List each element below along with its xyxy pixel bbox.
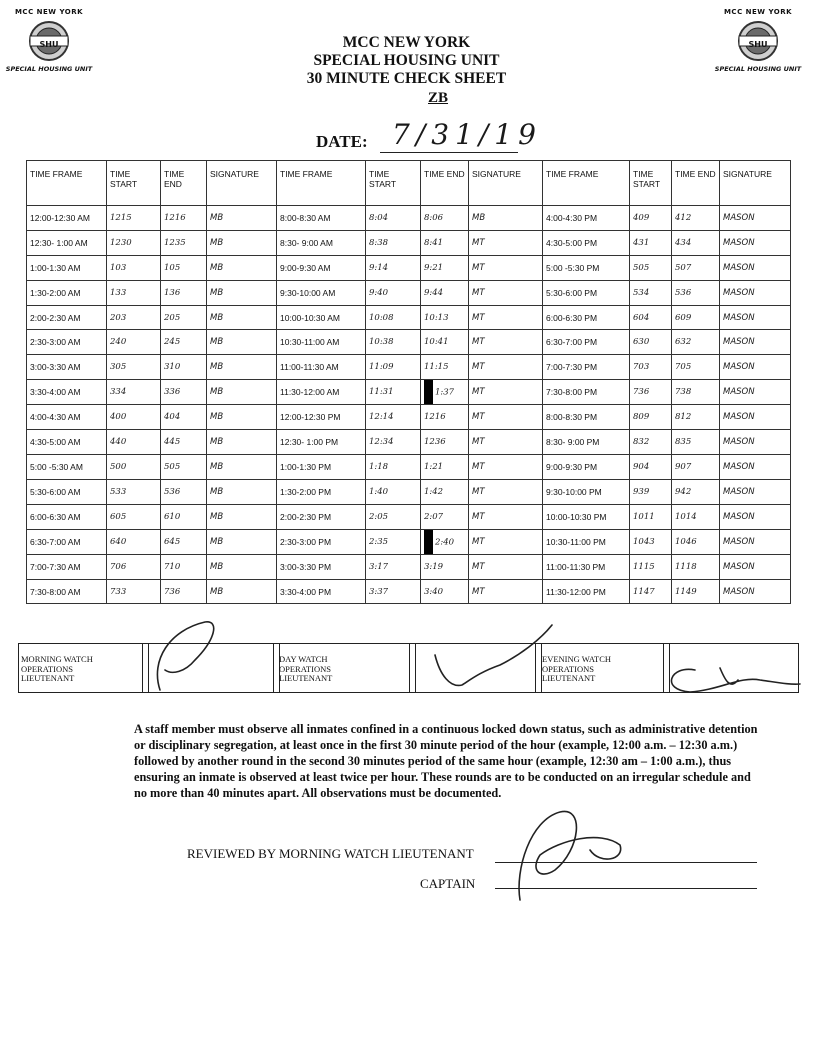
time-end-cell: 136: [161, 280, 207, 305]
time-start-cell: 3:17: [366, 554, 421, 579]
time-frame-cell: 5:30-6:00 PM: [543, 280, 630, 305]
time-end-cell: 3:19: [421, 554, 469, 579]
signature-cell: MB: [207, 230, 277, 255]
signature-cell: MASON: [720, 380, 791, 405]
table-row: [27, 479, 791, 504]
signature-cell: MB: [207, 504, 277, 529]
signature-cell: MT: [469, 554, 543, 579]
table-row: [27, 355, 791, 380]
time-end-cell: 705: [672, 355, 720, 380]
column-header: TIME START: [630, 161, 672, 206]
time-end-cell: 11:15: [421, 355, 469, 380]
time-start-cell: 736: [630, 380, 672, 405]
signature-cell: MASON: [720, 355, 791, 380]
reviewed-label: REVIEWED BY MORNING WATCH LIEUTENANT: [187, 846, 474, 861]
signature-cell: MT: [469, 330, 543, 355]
time-frame-cell: 3:00-3:30 AM: [27, 355, 107, 380]
time-start-cell: 1:18: [366, 455, 421, 480]
time-start-cell: 334: [107, 380, 161, 405]
time-frame-cell: 6:00-6:30 PM: [543, 305, 630, 330]
time-frame-cell: 6:00-6:30 AM: [27, 504, 107, 529]
time-start-cell: 11:31: [366, 380, 421, 405]
time-end-cell: 812: [672, 405, 720, 430]
time-start-cell: 706: [107, 554, 161, 579]
column-header: TIME END: [161, 161, 207, 206]
time-start-cell: 203: [107, 305, 161, 330]
signature-cell: MASON: [720, 255, 791, 280]
reviewed-signature-line: [495, 862, 757, 863]
time-end-cell: 1216: [421, 405, 469, 430]
table-row: [27, 380, 791, 405]
time-end-cell: 3:40: [421, 579, 469, 604]
signature-cell: MASON: [720, 529, 791, 554]
signature-cell: MT: [469, 305, 543, 330]
time-frame-cell: 11:00-11:30 PM: [543, 554, 630, 579]
signature-cell: MB: [207, 280, 277, 305]
time-start-cell: 11:09: [366, 355, 421, 380]
column-header: TIME END: [421, 161, 469, 206]
policy-paragraph: A staff member must observe all inmates confined in a continuous locked down status, such as administrative detention or disciplinary segregation, at least once in the first 30 minute period of the hour (example, 12:00 a.m. – 12:30 a.m.) followed by another round in the second 30 minutes period of the same hour (example, 12:30 am – 1:00 a.m.), thus ensuring an inmate is observed at least twice per hour. These rounds are to be conducted on an irregular schedule and no more than 40 minutes apart. All observations must be documented.: [134, 722, 758, 800]
time-frame-cell: 6:30-7:00 PM: [543, 330, 630, 355]
time-start-cell: 640: [107, 529, 161, 554]
time-start-cell: 1230: [107, 230, 161, 255]
time-end-cell: 336: [161, 380, 207, 405]
time-end-cell: 736: [161, 579, 207, 604]
time-start-cell: 505: [630, 255, 672, 280]
time-frame-cell: 9:30-10:00 AM: [277, 280, 366, 305]
time-start-cell: 133: [107, 280, 161, 305]
signature-cell: MT: [469, 455, 543, 480]
time-start-cell: 1115: [630, 554, 672, 579]
time-end-cell: 835: [672, 430, 720, 455]
time-start-cell: 305: [107, 355, 161, 380]
time-start-cell: 440: [107, 430, 161, 455]
table-row: [27, 529, 791, 554]
logo-left: MCC NEW YORK SPECIAL HOUSING UNIT: [5, 8, 93, 73]
redaction-mark: [424, 380, 433, 404]
time-end-cell: 10:13: [421, 305, 469, 330]
time-frame-cell: 3:30-4:00 AM: [27, 380, 107, 405]
date-underline: [380, 152, 518, 153]
signature-cell: MT: [469, 405, 543, 430]
time-end-cell: 1:37: [421, 380, 469, 405]
time-frame-cell: 8:00-8:30 PM: [543, 405, 630, 430]
time-frame-cell: 8:30- 9:00 PM: [543, 430, 630, 455]
time-start-cell: 10:38: [366, 330, 421, 355]
time-frame-cell: 2:30-3:00 AM: [27, 330, 107, 355]
column-header: TIME START: [107, 161, 161, 206]
table-row: [27, 455, 791, 480]
time-frame-cell: 3:00-3:30 PM: [277, 554, 366, 579]
unit-code: ZB: [428, 90, 449, 106]
time-frame-cell: 7:00-7:30 PM: [543, 355, 630, 380]
time-end-cell: 738: [672, 380, 720, 405]
logo-right: MCC NEW YORK SPECIAL HOUSING UNIT: [714, 8, 802, 73]
time-frame-cell: 1:00-1:30 AM: [27, 255, 107, 280]
time-start-cell: 409: [630, 206, 672, 231]
time-start-cell: 103: [107, 255, 161, 280]
time-frame-cell: 4:30-5:00 AM: [27, 430, 107, 455]
signature-cell: MASON: [720, 230, 791, 255]
time-start-cell: 939: [630, 479, 672, 504]
time-end-cell: 10:41: [421, 330, 469, 355]
time-end-cell: 507: [672, 255, 720, 280]
time-frame-cell: 2:00-2:30 PM: [277, 504, 366, 529]
time-frame-cell: 3:30-4:00 PM: [277, 579, 366, 604]
signature-cell: MB: [207, 255, 277, 280]
signature-cell: MASON: [720, 430, 791, 455]
time-end-cell: 1:21: [421, 455, 469, 480]
table-row: [27, 206, 791, 231]
time-end-cell: 412: [672, 206, 720, 231]
time-start-cell: 12:14: [366, 405, 421, 430]
time-frame-cell: 11:00-11:30 AM: [277, 355, 366, 380]
time-end-cell: 1046: [672, 529, 720, 554]
badge-label-right: SHU: [748, 40, 768, 49]
time-frame-cell: 12:00-12:30 AM: [27, 206, 107, 231]
header-line-2: SPECIAL HOUSING UNIT: [313, 52, 500, 69]
time-frame-cell: 7:30-8:00 AM: [27, 579, 107, 604]
time-start-cell: 832: [630, 430, 672, 455]
time-start-cell: 2:05: [366, 504, 421, 529]
time-frame-cell: 5:30-6:00 AM: [27, 479, 107, 504]
signature-cell: MB: [207, 330, 277, 355]
table-row: [27, 255, 791, 280]
time-start-cell: 1043: [630, 529, 672, 554]
table-body: [27, 206, 791, 604]
signature-cell: MT: [469, 430, 543, 455]
time-end-cell: 609: [672, 305, 720, 330]
time-end-cell: 1236: [421, 430, 469, 455]
signature-cell: MB: [207, 554, 277, 579]
time-end-cell: 710: [161, 554, 207, 579]
table-row: [27, 280, 791, 305]
signature-cell: MASON: [720, 405, 791, 430]
signature-cell: MT: [469, 230, 543, 255]
time-end-cell: 445: [161, 430, 207, 455]
signature-cell: MB: [207, 380, 277, 405]
table-row: [27, 230, 791, 255]
time-end-cell: 8:41: [421, 230, 469, 255]
signature-cell: MASON: [720, 206, 791, 231]
time-end-cell: 1118: [672, 554, 720, 579]
time-start-cell: 9:40: [366, 280, 421, 305]
time-start-cell: 240: [107, 330, 161, 355]
signature-cell: MASON: [720, 455, 791, 480]
time-end-cell: 645: [161, 529, 207, 554]
check-table: [26, 160, 791, 604]
signature-cell: MB: [207, 405, 277, 430]
time-frame-cell: 12:30- 1:00 AM: [27, 230, 107, 255]
signature-cell: MASON: [720, 330, 791, 355]
signature-cell: MB: [207, 455, 277, 480]
time-start-cell: 9:14: [366, 255, 421, 280]
signature-cell: MT: [469, 479, 543, 504]
time-frame-cell: 7:30-8:00 PM: [543, 380, 630, 405]
time-end-cell: 205: [161, 305, 207, 330]
time-frame-cell: 8:00-8:30 AM: [277, 206, 366, 231]
signature-cell: MASON: [720, 554, 791, 579]
signature-cell: MB: [469, 206, 543, 231]
signature-cell: MT: [469, 280, 543, 305]
table-row: [27, 430, 791, 455]
time-start-cell: 500: [107, 455, 161, 480]
time-end-cell: 8:06: [421, 206, 469, 231]
column-header: SIGNATURE: [469, 161, 543, 206]
signature-cell: MB: [207, 579, 277, 604]
captain-label: CAPTAIN: [420, 876, 476, 891]
captain-signature-line: [495, 888, 757, 889]
signature-cell: MT: [469, 355, 543, 380]
time-frame-cell: 11:30-12:00 AM: [277, 380, 366, 405]
signature-cell: MASON: [720, 280, 791, 305]
time-start-cell: 1215: [107, 206, 161, 231]
time-start-cell: 10:08: [366, 305, 421, 330]
time-start-cell: 605: [107, 504, 161, 529]
time-end-cell: 1216: [161, 206, 207, 231]
time-end-cell: 536: [161, 479, 207, 504]
time-end-cell: 632: [672, 330, 720, 355]
time-frame-cell: 5:00 -5:30 AM: [27, 455, 107, 480]
time-frame-cell: 10:30-11:00 PM: [543, 529, 630, 554]
date-value: 7/31/19: [392, 118, 542, 151]
time-start-cell: 431: [630, 230, 672, 255]
column-header: TIME END: [672, 161, 720, 206]
time-end-cell: 536: [672, 280, 720, 305]
time-frame-cell: 4:30-5:00 PM: [543, 230, 630, 255]
signature-cell: MT: [469, 504, 543, 529]
time-end-cell: 1235: [161, 230, 207, 255]
time-frame-cell: 2:30-3:00 PM: [277, 529, 366, 554]
time-start-cell: 809: [630, 405, 672, 430]
column-header: TIME FRAME: [543, 161, 630, 206]
time-frame-cell: 10:00-10:30 PM: [543, 504, 630, 529]
table-row: [27, 579, 791, 604]
time-start-cell: 1011: [630, 504, 672, 529]
signature-cell: MB: [207, 430, 277, 455]
time-start-cell: 703: [630, 355, 672, 380]
table-row: [27, 405, 791, 430]
table-row: [27, 330, 791, 355]
column-header: SIGNATURE: [720, 161, 791, 206]
time-frame-cell: 1:30-2:00 AM: [27, 280, 107, 305]
time-frame-cell: 9:00-9:30 AM: [277, 255, 366, 280]
time-frame-cell: 1:30-2:00 PM: [277, 479, 366, 504]
time-frame-cell: 4:00-4:30 PM: [543, 206, 630, 231]
time-frame-cell: 4:00-4:30 AM: [27, 405, 107, 430]
time-frame-cell: 10:00-10:30 AM: [277, 305, 366, 330]
column-header: TIME FRAME: [27, 161, 107, 206]
time-start-cell: 630: [630, 330, 672, 355]
day-watch-label: DAY WATCH OPERATIONS LIEUTENANT: [279, 654, 333, 683]
table-row: [27, 504, 791, 529]
time-start-cell: 12:34: [366, 430, 421, 455]
badge-label-left: SHU: [39, 40, 59, 49]
time-end-cell: 105: [161, 255, 207, 280]
time-start-cell: 533: [107, 479, 161, 504]
time-end-cell: 434: [672, 230, 720, 255]
header-line-1: MCC NEW YORK: [342, 34, 471, 51]
signature-cell: MB: [207, 479, 277, 504]
time-frame-cell: 5:00 -5:30 PM: [543, 255, 630, 280]
signature-cell: MASON: [720, 579, 791, 604]
time-start-cell: 534: [630, 280, 672, 305]
divider: [142, 644, 149, 692]
table-row: [27, 305, 791, 330]
time-frame-cell: 2:00-2:30 AM: [27, 305, 107, 330]
signature-cell: MASON: [720, 504, 791, 529]
time-frame-cell: 9:00-9:30 PM: [543, 455, 630, 480]
time-frame-cell: 7:00-7:30 AM: [27, 554, 107, 579]
time-end-cell: 404: [161, 405, 207, 430]
signature-cell: MT: [469, 380, 543, 405]
column-header: TIME FRAME: [277, 161, 366, 206]
header-line-3: 30 MINUTE CHECK SHEET: [306, 70, 507, 87]
signature-cell: MT: [469, 529, 543, 554]
time-start-cell: 904: [630, 455, 672, 480]
time-start-cell: 1:40: [366, 479, 421, 504]
time-end-cell: 942: [672, 479, 720, 504]
time-frame-cell: 1:00-1:30 PM: [277, 455, 366, 480]
time-end-cell: 505: [161, 455, 207, 480]
time-end-cell: 9:44: [421, 280, 469, 305]
table-row: [27, 554, 791, 579]
signature-cell: MB: [207, 305, 277, 330]
time-frame-cell: 12:00-12:30 PM: [277, 405, 366, 430]
time-end-cell: 1:42: [421, 479, 469, 504]
time-end-cell: 245: [161, 330, 207, 355]
time-frame-cell: 9:30-10:00 PM: [543, 479, 630, 504]
captain-signature: [519, 811, 621, 900]
time-frame-cell: 12:30- 1:00 PM: [277, 430, 366, 455]
signature-cell: MT: [469, 255, 543, 280]
watch-signature-box: [18, 643, 799, 693]
time-end-cell: 2:40: [421, 529, 469, 554]
time-end-cell: 9:21: [421, 255, 469, 280]
morning-watch-label: MORNING WATCH OPERATIONS LIEUTENANT: [21, 654, 93, 683]
divider: [663, 644, 670, 692]
time-start-cell: 2:35: [366, 529, 421, 554]
signature-cell: MB: [207, 529, 277, 554]
evening-watch-label: EVENING WATCH OPERATIONS LIEUTENANT: [542, 654, 612, 683]
time-start-cell: 604: [630, 305, 672, 330]
signature-cell: MB: [207, 206, 277, 231]
time-frame-cell: 11:30-12:00 PM: [543, 579, 630, 604]
time-start-cell: 8:04: [366, 206, 421, 231]
divider: [409, 644, 416, 692]
time-frame-cell: 6:30-7:00 AM: [27, 529, 107, 554]
table-header-row: [27, 161, 791, 206]
date-label: DATE:: [316, 132, 368, 151]
signature-cell: MASON: [720, 479, 791, 504]
column-header: TIME START: [366, 161, 421, 206]
time-end-cell: 1149: [672, 579, 720, 604]
signature-cell: MB: [207, 355, 277, 380]
signature-cell: MT: [469, 579, 543, 604]
time-start-cell: 3:37: [366, 579, 421, 604]
signature-cell: MASON: [720, 305, 791, 330]
time-end-cell: 1014: [672, 504, 720, 529]
time-end-cell: 610: [161, 504, 207, 529]
column-header: SIGNATURE: [207, 161, 277, 206]
time-start-cell: 8:38: [366, 230, 421, 255]
time-end-cell: 907: [672, 455, 720, 480]
time-start-cell: 1147: [630, 579, 672, 604]
time-start-cell: 733: [107, 579, 161, 604]
redaction-mark: [424, 530, 433, 554]
time-end-cell: 310: [161, 355, 207, 380]
time-start-cell: 400: [107, 405, 161, 430]
time-end-cell: 2:07: [421, 504, 469, 529]
time-frame-cell: 8:30- 9:00 AM: [277, 230, 366, 255]
time-frame-cell: 10:30-11:00 AM: [277, 330, 366, 355]
